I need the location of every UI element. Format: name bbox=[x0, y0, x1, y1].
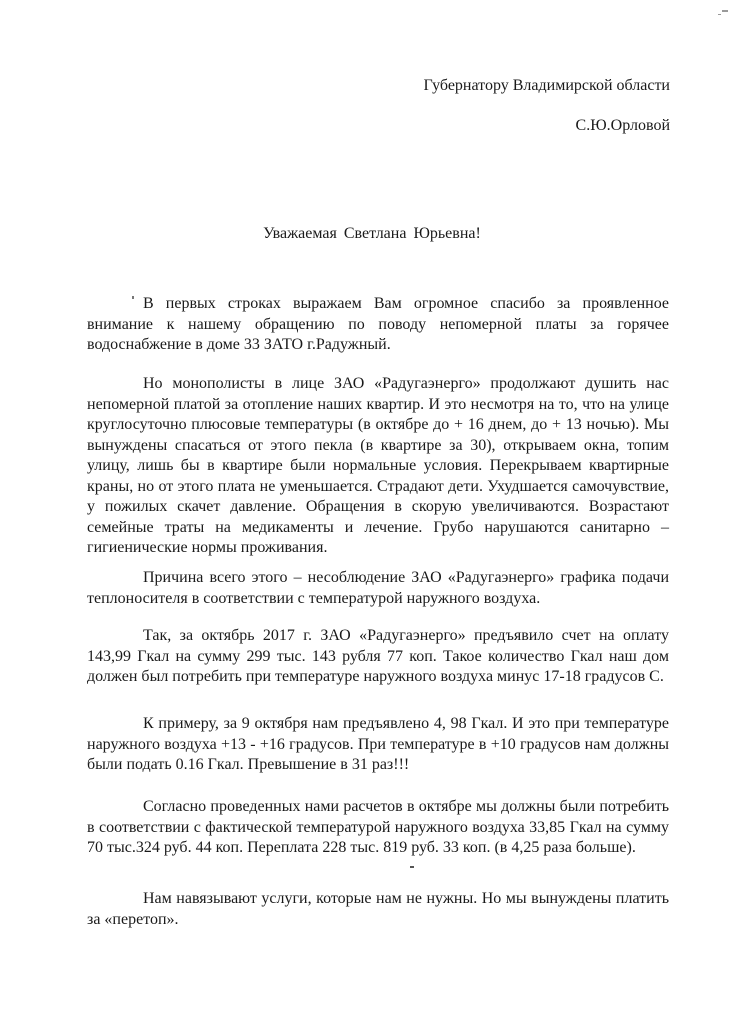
addressee-name: С.Ю.Орловой bbox=[575, 117, 670, 134]
body-paragraph: Нам навязывают услуги, которые нам не нужны. Но мы вынуждены платить за «перетоп». bbox=[87, 890, 669, 928]
body-paragraph: Причина всего этого – несоблюдение ЗАО «Радугаэнерго» графика подачи теплоносителя в соответствии с температурой наружного воздуха. bbox=[87, 569, 669, 607]
salutation: Уважаемая Светлана Юрьевна! bbox=[263, 225, 481, 242]
body-paragraph: Но монополисты в лице ЗАО «Радугаэнерго» продолжают душить нас непомерной платой за отопление наших квартир. И это несмотря на то, что на улице круглосуточно плюсовые температуры (в октябре до + 16 днем, до + 13 ночью). Мы вынуждены спасаться от этого пекла (в квартире за 30), открываем окна, топим улицу, лишь бы в квартире были нормальные условия. Перекрываем квартирные краны, но от этого плата не уменьшается. Страдают дети. Ухудшается самочувствие, у пожилых скачет давление. Обращения в скорую увеличиваются. Возрастают семейные траты на медикаменты и лечение. Грубо нарушаются санитарно – гигиенические нормы проживания. bbox=[87, 375, 669, 556]
scan-speck bbox=[718, 14, 721, 15]
body-paragraph: Согласно проведенных нами расчетов в октябре мы должны были потребить в соответствии с фактической температурой наружного воздуха 33,85 Гкал на сумму 70 тыс.324 руб. 44 коп. Переплата 228 тыс. 819 руб. 33 коп. (в 4,25 раза больше). bbox=[87, 798, 669, 856]
body-paragraph: К примеру, за 9 октября нам предъявлено 4, 98 Гкал. И это при температуре наружного воздуха +13 - +16 градусов. При температуре в +10 градусов нам должны были подать 0.16 Гкал. Превышение в 31 раз!!! bbox=[87, 715, 669, 773]
addressee-title: Губернатору Владимирской области bbox=[423, 77, 670, 94]
body-paragraph: В первых строках выражаем Вам огромное спасибо за проявленное внимание к нашему обращению по поводу непомерной платы за горячее водоснабжение в доме 33 ЗАТО г.Радужный. bbox=[87, 295, 669, 353]
scan-speck bbox=[722, 10, 728, 12]
body-paragraph: Так, за октябрь 2017 г. ЗАО «Радугаэнерго» предъявило счет на оплату 143,99 Гкал на сумму 299 тыс. 143 рубля 77 коп. Такое количество Гкал наш дом должен был потребить при температуре наружного воздуха минус 17-18 градусов С. bbox=[87, 627, 669, 685]
scan-speck bbox=[410, 866, 414, 868]
